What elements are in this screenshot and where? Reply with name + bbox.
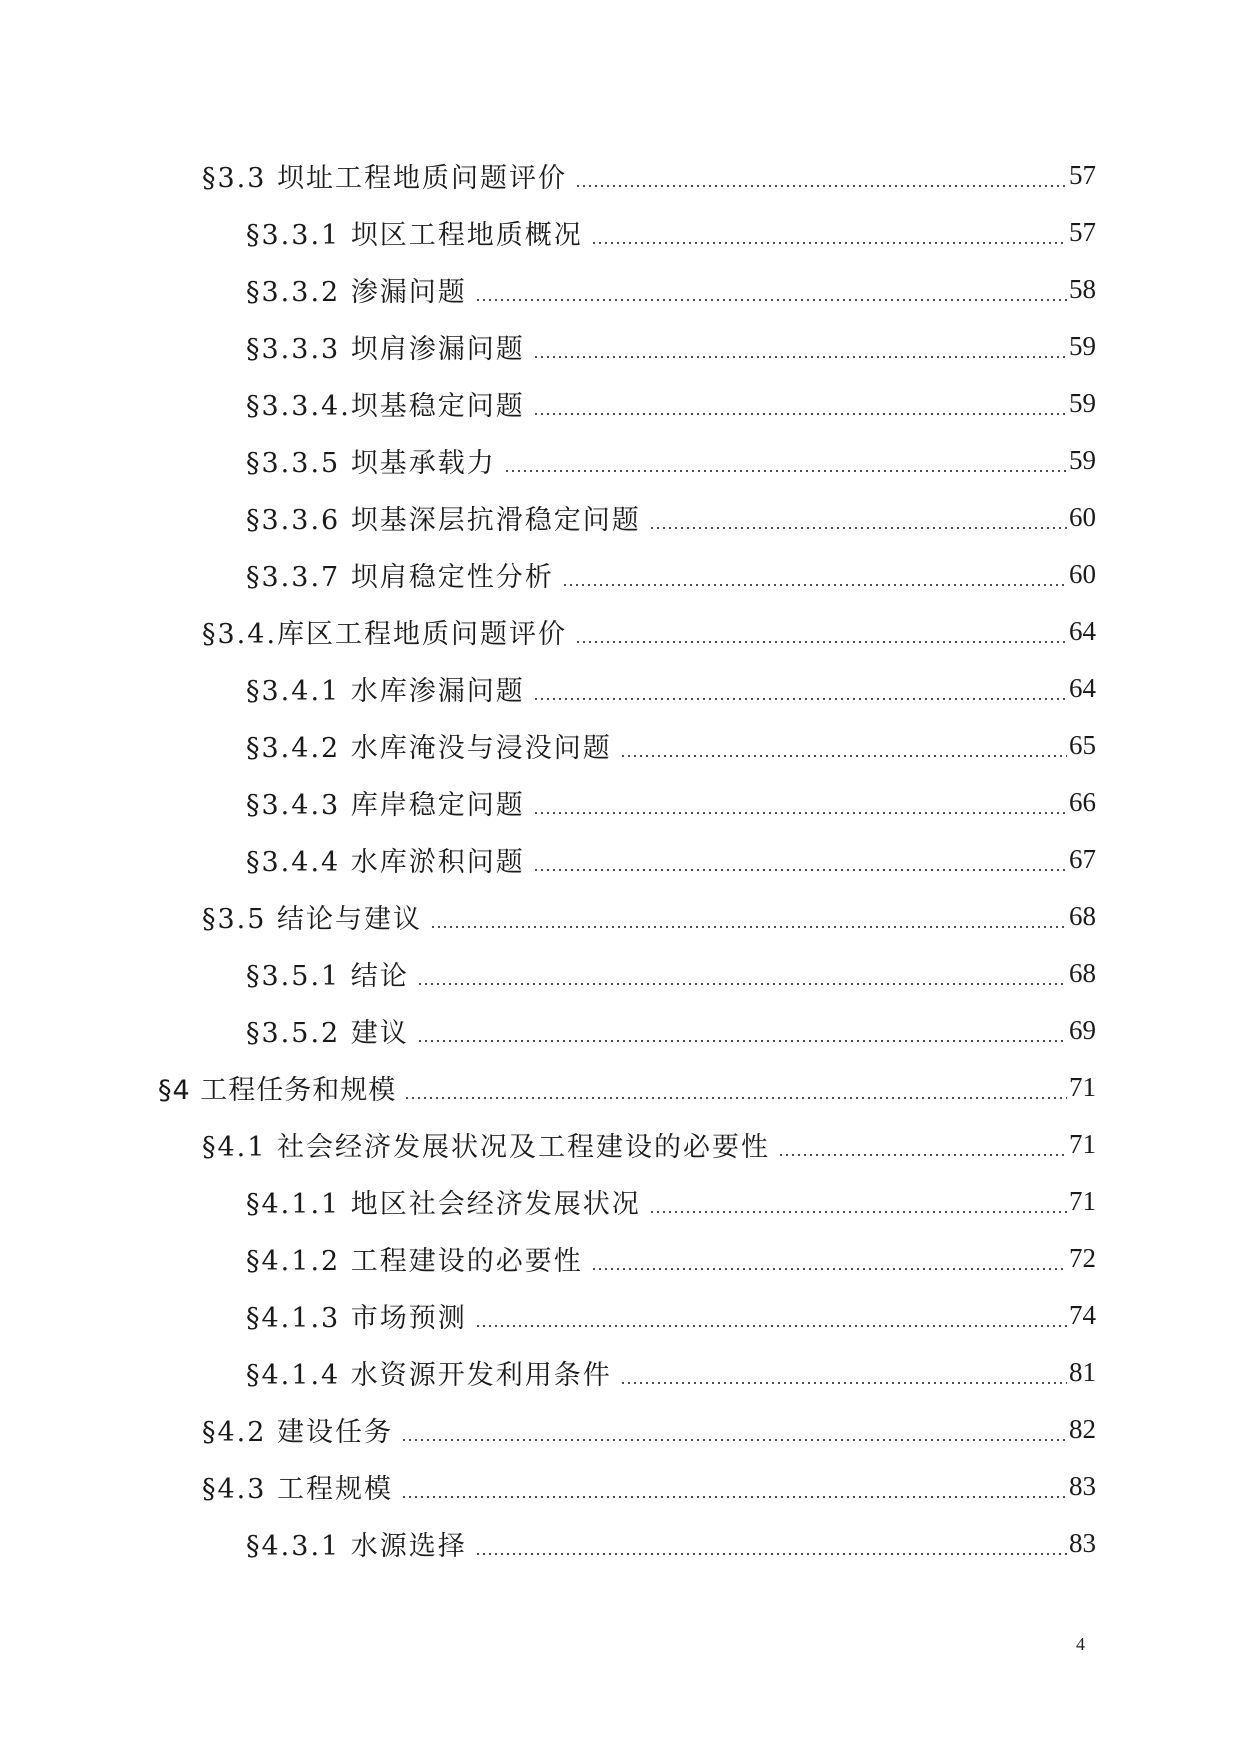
toc-entry-title: §4.1.2 工程建设的必要性 [246, 1246, 583, 1277]
toc-entry-page: 60 [1069, 502, 1096, 532]
toc-entry-page: 58 [1069, 274, 1096, 304]
toc-entry-title: §3.4.3 库岸稳定问题 [246, 790, 525, 821]
toc-leader-dots [575, 185, 1067, 187]
toc-entry[interactable] [0, 375, 1241, 432]
toc-entry[interactable] [0, 603, 1241, 660]
toc-entry-title: §4.1.4 水资源开发利用条件 [246, 1360, 612, 1391]
toc-entry-title: §3.3.6 坝基深层抗滑稳定问题 [246, 505, 641, 536]
toc-entry[interactable] [0, 1344, 1241, 1401]
toc-leader-dots [475, 1553, 1067, 1555]
toc-entry[interactable] [0, 1401, 1241, 1458]
toc-entry[interactable] [0, 717, 1241, 774]
toc-leader-dots [533, 413, 1067, 415]
table-of-contents [0, 147, 1241, 1572]
toc-entry-title: §3.5.1 结论 [246, 961, 409, 992]
toc-entry-title: §3.3.7 坝肩稳定性分析 [246, 562, 554, 593]
toc-leader-dots [591, 1268, 1067, 1270]
toc-leader-dots [404, 1097, 1067, 1099]
toc-entry[interactable] [0, 1287, 1241, 1344]
toc-entry-page: 57 [1069, 160, 1096, 190]
toc-leader-dots [620, 755, 1067, 757]
toc-entry[interactable] [0, 1458, 1241, 1515]
toc-entry-title: §4.1.3 市场预测 [246, 1303, 467, 1334]
toc-entry-title: §3.3.5 坝基承载力 [246, 448, 496, 479]
toc-entry-title: §3.3.3 坝肩渗漏问题 [246, 334, 525, 365]
toc-entry[interactable] [0, 489, 1241, 546]
toc-entry-page: 72 [1069, 1243, 1096, 1273]
toc-entry-page: 64 [1069, 616, 1096, 646]
toc-entry-page: 66 [1069, 787, 1096, 817]
toc-entry[interactable] [0, 1002, 1241, 1059]
toc-entry-page: 71 [1069, 1186, 1096, 1216]
toc-entry-title: §4.1 社会经济发展状况及工程建设的必要性 [202, 1132, 771, 1163]
toc-leader-dots [533, 812, 1067, 814]
toc-entry-title: §3.4.4 水库淤积问题 [246, 847, 525, 878]
page-number: 4 [1076, 1634, 1085, 1654]
toc-leader-dots [401, 1496, 1067, 1498]
toc-entry-page: 60 [1069, 559, 1096, 589]
toc-entry[interactable] [0, 831, 1241, 888]
toc-leader-dots [475, 299, 1067, 301]
toc-entry-title: §3.5 结论与建议 [202, 904, 423, 935]
toc-entry-page: 64 [1069, 673, 1096, 703]
toc-entry[interactable] [0, 432, 1241, 489]
toc-entry[interactable] [0, 204, 1241, 261]
toc-entry[interactable] [0, 1515, 1241, 1572]
toc-entry-page: 81 [1069, 1357, 1096, 1387]
toc-entry[interactable] [0, 261, 1241, 318]
toc-entry-page: 67 [1069, 844, 1096, 874]
toc-leader-dots [533, 869, 1067, 871]
toc-entry-title: §4 工程任务和规模 [158, 1075, 397, 1106]
toc-leader-dots [417, 1040, 1067, 1042]
toc-entry-page: 74 [1069, 1300, 1096, 1330]
toc-entry-title: §3.3.4.坝基稳定问题 [246, 391, 525, 422]
toc-entry-page: 71 [1069, 1072, 1096, 1102]
toc-entry[interactable] [0, 1059, 1241, 1116]
toc-entry-title: §4.3.1 水源选择 [246, 1531, 467, 1562]
toc-entry[interactable] [0, 1116, 1241, 1173]
toc-entry-title: §4.3 工程规模 [202, 1474, 394, 1505]
toc-entry-page: 65 [1069, 730, 1096, 760]
toc-entry-title: §3.4.库区工程地质问题评价 [202, 619, 568, 650]
toc-entry[interactable] [0, 318, 1241, 375]
toc-entry-title: §3.4.1 水库渗漏问题 [246, 676, 525, 707]
toc-leader-dots [401, 1439, 1067, 1441]
toc-leader-dots [620, 1382, 1067, 1384]
toc-leader-dots [533, 356, 1067, 358]
toc-entry[interactable] [0, 945, 1241, 1002]
toc-entry[interactable] [0, 774, 1241, 831]
toc-entry-title: §3.3 坝址工程地质问题评价 [202, 163, 568, 194]
toc-leader-dots [649, 527, 1067, 529]
toc-entry-page: 59 [1069, 331, 1096, 361]
toc-leader-dots [504, 470, 1067, 472]
toc-leader-dots [575, 641, 1067, 643]
toc-entry-page: 68 [1069, 958, 1096, 988]
toc-entry[interactable] [0, 546, 1241, 603]
toc-entry-page: 71 [1069, 1129, 1096, 1159]
toc-entry-title: §4.1.1 地区社会经济发展状况 [246, 1189, 641, 1220]
toc-leader-dots [475, 1325, 1067, 1327]
toc-leader-dots [562, 584, 1067, 586]
toc-entry-title: §4.2 建设任务 [202, 1417, 394, 1448]
toc-leader-dots [430, 926, 1067, 928]
toc-entry-page: 59 [1069, 445, 1096, 475]
toc-entry-page: 59 [1069, 388, 1096, 418]
toc-leader-dots [778, 1154, 1067, 1156]
toc-entry-page: 83 [1069, 1528, 1096, 1558]
toc-entry-page: 68 [1069, 901, 1096, 931]
toc-entry-page: 83 [1069, 1471, 1096, 1501]
toc-leader-dots [591, 242, 1067, 244]
toc-leader-dots [533, 698, 1067, 700]
toc-entry-page: 57 [1069, 217, 1096, 247]
toc-entry-title: §3.3.1 坝区工程地质概况 [246, 220, 583, 251]
toc-entry-page: 82 [1069, 1414, 1096, 1444]
toc-entry[interactable] [0, 660, 1241, 717]
toc-entry-page: 69 [1069, 1015, 1096, 1045]
toc-entry[interactable] [0, 888, 1241, 945]
toc-leader-dots [417, 983, 1067, 985]
toc-entry-title: §3.3.2 渗漏问题 [246, 277, 467, 308]
toc-leader-dots [649, 1211, 1067, 1213]
toc-entry[interactable] [0, 1173, 1241, 1230]
toc-entry-title: §3.4.2 水库淹没与浸没问题 [246, 733, 612, 764]
toc-entry-title: §3.5.2 建议 [246, 1018, 409, 1049]
toc-entry[interactable] [0, 147, 1241, 204]
toc-entry[interactable] [0, 1230, 1241, 1287]
